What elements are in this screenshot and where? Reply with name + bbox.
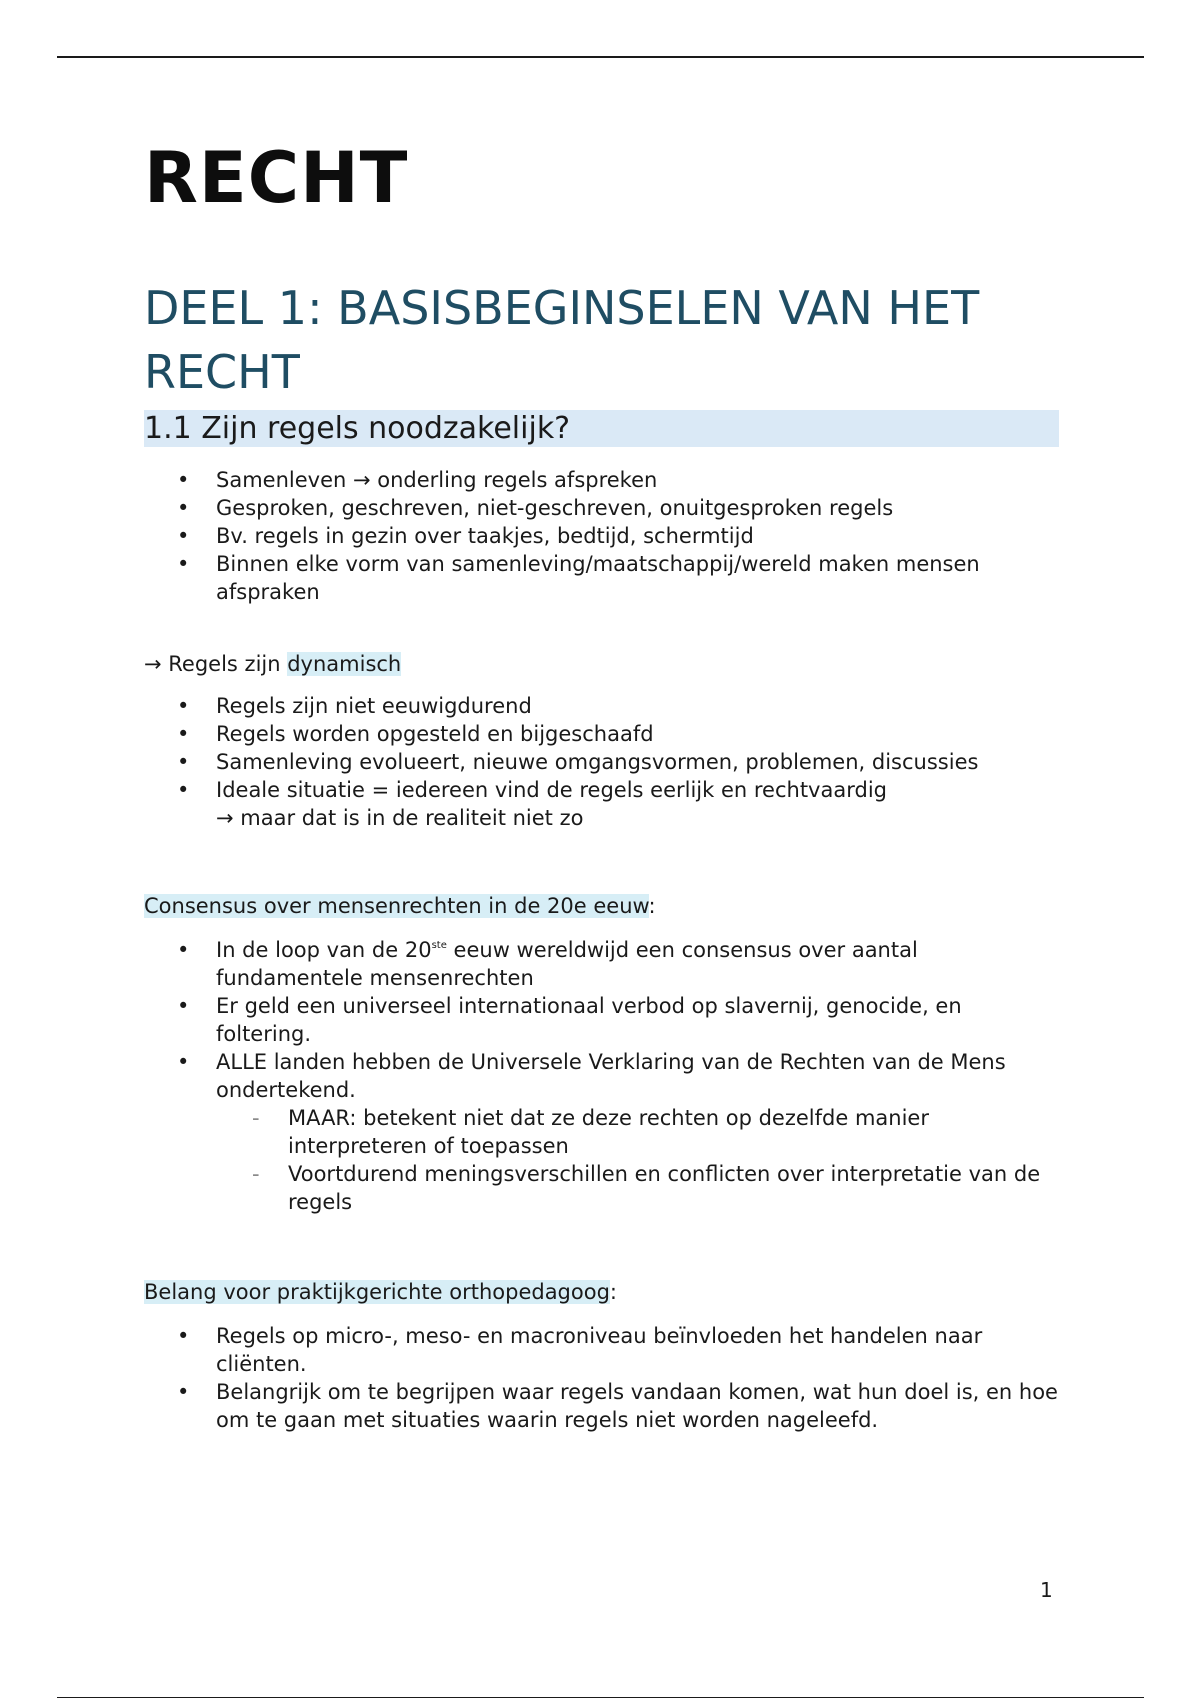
- dynamic-list: [144, 692, 1059, 832]
- belang-highlight: Belang voor praktijkgerichte orthopedagoog: [144, 1280, 610, 1304]
- list-item: • Samenleven → onderling regels afspreken: [144, 466, 1059, 494]
- sub-list: [216, 1104, 1059, 1216]
- belang-lead-suffix: :: [609, 1280, 617, 1304]
- list-item-text: ALLE landen hebben de Universele Verklaring van de Rechten van de Mens ondertekend.: [216, 1050, 1006, 1102]
- list-item: [144, 776, 1059, 832]
- header-rule: [57, 56, 1144, 58]
- consensus-highlight: Consensus over mensenrechten in de 20e eeuw: [144, 894, 649, 918]
- superscript: ste: [431, 940, 447, 951]
- list-item-text-a: In de loop van de 20: [216, 938, 432, 962]
- list-item: • Regels op micro-, meso- en macroniveau beïnvloeden het handelen naar cliënten.: [144, 1322, 1059, 1378]
- belang-lead: [144, 1278, 617, 1306]
- list-item: • Belangrijk om te begrijpen waar regels vandaan komen, wat hun doel is, en hoe om te gaan met situaties waarin regels niet worden nageleefd.: [144, 1378, 1059, 1434]
- list-item: • Gesproken, geschreven, niet-geschreven, onuitgesproken regels: [144, 494, 1059, 522]
- dynamic-lead-prefix: → Regels zijn: [144, 652, 288, 676]
- list-item: • Samenleving evolueert, nieuwe omgangsvormen, problemen, discussies: [144, 748, 1059, 776]
- consensus-lead: [144, 892, 656, 920]
- dynamic-highlight: dynamisch: [287, 652, 402, 676]
- document-title: RECHT: [144, 137, 409, 219]
- section-heading: 1.1 Zijn regels noodzakelijk?: [144, 410, 1059, 447]
- list-item: [144, 1048, 1059, 1216]
- list-item-continuation: → maar dat is in de realiteit niet zo: [216, 806, 584, 830]
- part-heading: DEEL 1: BASISBEGINSELEN VAN HET RECHT: [144, 281, 980, 399]
- list-item: • Binnen elke vorm van samenleving/maatschappij/wereld maken mensen afspraken: [144, 550, 1059, 606]
- list-item: [144, 936, 1059, 992]
- list-item: • Er geld een universeel internationaal verbod op slavernij, genocide, en foltering.: [144, 992, 1059, 1048]
- page-number: 1: [1040, 1578, 1053, 1602]
- sub-list-item: - MAAR: betekent niet dat ze deze rechten op dezelfde manier interpreteren of toepassen: [216, 1104, 1059, 1160]
- belang-list: [144, 1322, 1059, 1434]
- list-item-text-b: eeuw wereldwijd een consensus over aantal fundamentele mensenrechten: [216, 938, 918, 990]
- intro-list: [144, 466, 1059, 606]
- consensus-lead-suffix: :: [648, 894, 656, 918]
- list-item-text: Ideale situatie = iedereen vind de regels eerlijk en rechtvaardig: [216, 778, 887, 802]
- consensus-list: [144, 936, 1059, 1216]
- sub-list-item: - Voortdurend meningsverschillen en conflicten over interpretatie van de regels: [216, 1160, 1059, 1216]
- dynamic-lead: [144, 650, 401, 678]
- list-item: • Regels worden opgesteld en bijgeschaafd: [144, 720, 1059, 748]
- list-item: • Regels zijn niet eeuwigdurend: [144, 692, 1059, 720]
- footer-rule: [57, 1697, 1144, 1698]
- list-item: • Bv. regels in gezin over taakjes, bedtijd, schermtijd: [144, 522, 1059, 550]
